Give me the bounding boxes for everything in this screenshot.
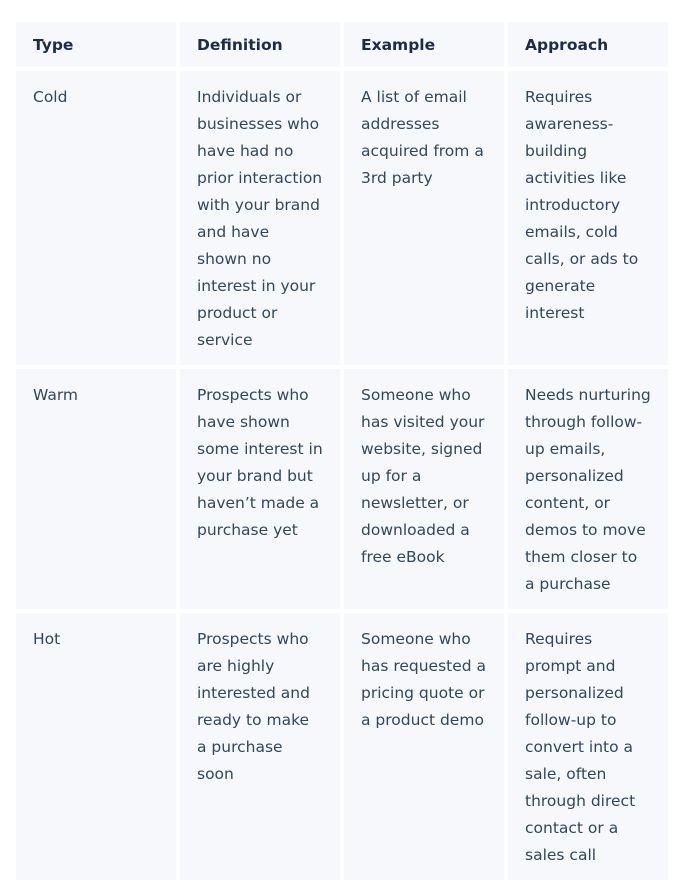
cell-definition: Prospects who have shown some interest in your brand but haven’t made a purchase yet bbox=[180, 369, 340, 609]
cell-example: Someone who has requested a pricing quote or a product demo bbox=[344, 613, 504, 880]
header-example: Example bbox=[344, 22, 504, 67]
header-type: Type bbox=[16, 22, 176, 67]
cell-approach: Requires awareness-building activities like introductory emails, cold calls, or ads to generate interest bbox=[508, 71, 668, 365]
table-row-warm bbox=[16, 369, 668, 609]
cell-type: Warm bbox=[16, 369, 176, 609]
cell-approach: Needs nurturing through follow-up emails, personalized content, or demos to move them closer to a purchase bbox=[508, 369, 668, 609]
cell-type: Cold bbox=[16, 71, 176, 365]
header-definition: Definition bbox=[180, 22, 340, 67]
cell-example: Someone who has visited your website, signed up for a newsletter, or downloaded a free eBook bbox=[344, 369, 504, 609]
cell-approach: Requires prompt and personalized follow-up to convert into a sale, often through direct contact or a sales call bbox=[508, 613, 668, 880]
cell-definition: Prospects who are highly interested and ready to make a purchase soon bbox=[180, 613, 340, 880]
header-row bbox=[16, 22, 668, 67]
header-approach: Approach bbox=[508, 22, 668, 67]
cell-type: Hot bbox=[16, 613, 176, 880]
cell-example: A list of email addresses acquired from a 3rd party bbox=[344, 71, 504, 365]
cell-definition: Individuals or businesses who have had no prior interaction with your brand and have shown no interest in your product or service bbox=[180, 71, 340, 365]
table-row-cold bbox=[16, 71, 668, 365]
table-row-hot bbox=[16, 613, 668, 880]
lead-types-table bbox=[12, 18, 672, 884]
